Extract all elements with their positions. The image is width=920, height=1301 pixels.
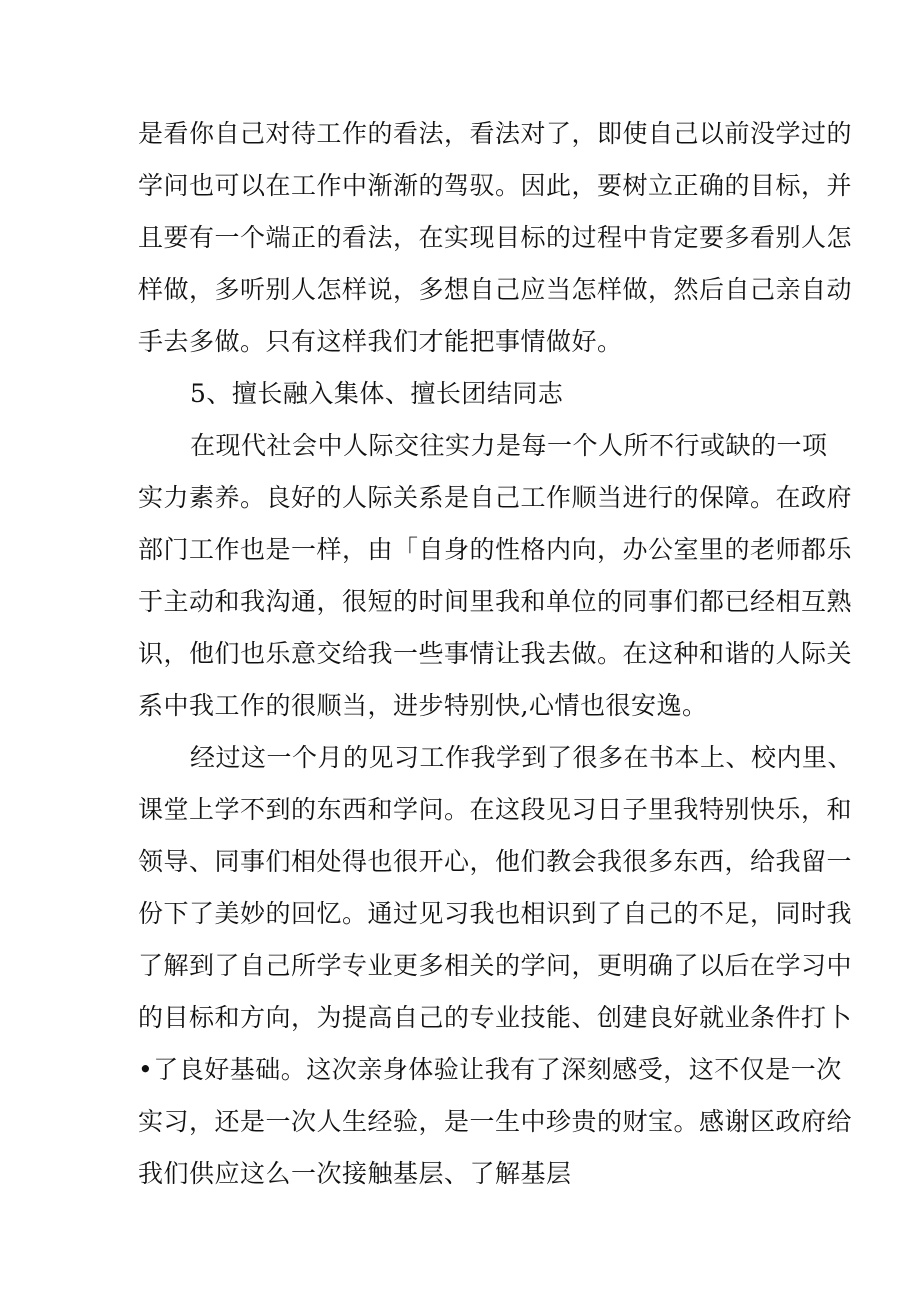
paragraph-line: 了解到了自己所学专业更多相关的学问，更明确了以后在学习中 [138, 951, 853, 980]
paragraph-1 [138, 108, 853, 368]
paragraph-line: •了良好基础。这次亲身体验让我有了深刻感受，这不仅是一次 [138, 1055, 842, 1084]
paragraph-line: 的目标和方向，为提高自己的专业技能、创建良好就业条件打卜 [138, 1003, 853, 1032]
paragraph-line: 于主动和我沟通，很短的时间里我和单位的同事们都已经相互熟 [138, 587, 853, 616]
paragraph-line: 且要有一个端正的看法，在实现目标的过程中肯定要多看别人怎 [138, 223, 853, 252]
paragraph-line: 经过这一个月的见习工作我学到了很多在书本上、校内里、 [190, 743, 854, 772]
paragraph-line: 在现代社会中人际交往实力是每一个人所不行或缺的一项 [190, 431, 828, 460]
paragraph-line: 领导、同事们相处得也很开心，他们教会我很多东西，给我留一 [138, 847, 853, 876]
paragraph-3 [138, 732, 854, 1200]
paragraph-line: 是看你自己对待工作的看法，看法对了，即使自己以前没学过的 [138, 119, 853, 148]
section-heading [138, 368, 788, 420]
paragraph-line: 实力素养。良好的人际关系是自己工作顺当进行的保障。在政府 [138, 483, 853, 512]
paragraph-line: 份下了美妙的回忆。通过见习我也相识到了自己的不足，同时我 [138, 899, 853, 928]
paragraph-line: 我们供应这么一次接触基层、了解基层 [138, 1159, 572, 1188]
paragraph-line: 手去多做。只有这样我们才能把事情做好。 [138, 327, 623, 356]
paragraph-line: 识，他们也乐意交给我一些事情让我去做。在这种和谐的人际关 [138, 639, 853, 668]
paragraph-2 [138, 420, 853, 732]
section-heading-text: 5、擅长融入集体、擅长团结同志 [190, 379, 564, 408]
paragraph-line: 系中我工作的很顺当，进步特别快,心情也很安逸。 [138, 691, 708, 720]
paragraph-line: 实习，还是一次人生经验，是一生中珍贵的财宝。感谢区政府给 [138, 1107, 853, 1136]
document-body [138, 108, 854, 1200]
paragraph-line: 样做，多听别人怎样说，多想自己应当怎样做，然后自己亲自动 [138, 275, 853, 304]
paragraph-line: 部门工作也是一样，由「自身的性格内向，办公室里的老师都乐 [138, 535, 853, 564]
paragraph-line: 课堂上学不到的东西和学问。在这段见习日子里我特别快乐，和 [138, 795, 853, 824]
paragraph-line: 学问也可以在工作中渐渐的驾驭。因此，要树立正确的目标，并 [138, 171, 853, 200]
